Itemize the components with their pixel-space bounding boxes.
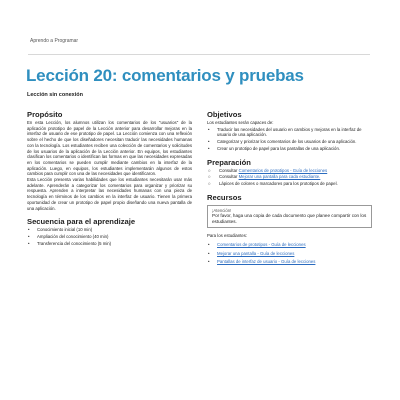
right-column [207, 110, 372, 271]
resources-label: Para los estudiantes: [207, 233, 248, 239]
attention-callout [207, 205, 372, 229]
list-item [27, 227, 192, 233]
bullet-icon: • [208, 145, 210, 151]
list-item [207, 168, 372, 174]
course-header: Aprendo a Programar [30, 38, 79, 44]
callout-body: Por favor, haga una copia de cada documento que planee compartir con los estudiantes. [212, 213, 367, 225]
resources-list [207, 242, 372, 265]
sequence-item-label: Transferencia del conocimiento (5 min) [37, 240, 112, 246]
objectives-list [207, 127, 372, 152]
list-item [207, 181, 372, 187]
bullet-icon: • [28, 240, 30, 246]
objectives-heading: Objetivos [207, 110, 242, 119]
preparation-section [207, 158, 372, 187]
objective-label: Crear un prototipo de papel para las pantallas de una aplicación. [217, 145, 341, 151]
bullet-icon: • [28, 233, 30, 239]
lesson-title: Lección 20: comentarios y pruebas [26, 66, 304, 85]
purpose-paragraph: Esta Lección presenta varias habilidades que los estudiantes necesitarán usar más adelante. Aprenderán a categorizar los comentarios para organizar y priorizar su respuesta. Aprenden a interpretar las necesidades humanas con una pieza de tecnología en términos de los cambios en la interfaz de usuario. Tienen la primera oportunidad de crear un prototipo de papel propio diseñando una nueva pantalla de una aplicación. [27, 177, 192, 211]
bullet-icon: • [208, 139, 210, 145]
list-item [27, 234, 192, 240]
objectives-section [207, 110, 372, 152]
circle-bullet-icon: ○ [208, 174, 211, 180]
bullet-icon: • [208, 250, 210, 256]
bullet-icon: • [208, 259, 210, 265]
list-item [207, 242, 372, 248]
objective-label: Traducir las necesidades del usuario en cambios y mejoras en la interfaz de usuario de una aplicación. [217, 126, 362, 138]
preparation-list [207, 168, 372, 187]
sequence-item-label: Ampliación del conocimiento (40 min) [37, 233, 109, 239]
list-item [27, 241, 192, 247]
objective-label: Categorizar y priorizar los comentarios de los usuarios de una aplicación. [217, 139, 357, 145]
resource-link[interactable]: Pantallas de interfaz de usuario - Guía de lecciones [217, 259, 316, 265]
prep-link[interactable]: Comentarios de prototipos - Guía de lecciones [238, 167, 328, 173]
circle-bullet-icon: ○ [208, 180, 211, 186]
header-divider [28, 54, 370, 55]
prep-text: Lápices de colores o marcadores para los prototipos de papel. [219, 180, 338, 186]
resource-link[interactable]: Mejorar una pantalla - Guía de lecciones [217, 250, 295, 256]
list-item [207, 251, 372, 257]
prep-prefix: Consultar [219, 174, 239, 180]
left-column [27, 110, 192, 252]
sequence-section [27, 217, 192, 246]
resource-link[interactable]: Comentarios de prototipos - Guía de lecciones [217, 242, 306, 248]
purpose-heading: Propósito [27, 110, 63, 119]
purpose-paragraph: En esta Lección, los alumnos utilizan los comentarios de los "usuarios" de la aplicación prototipo de papel de la Lección anterior para desarrollar mejoras en la interfaz de usuario de ese prototipo de papel. La Lección comienza con una reflexión sobre el hecho de que los diseñadores necesitan traducir las necesidades humanas con la tecnología. Los estudiantes reciben una colección de comentarios y solicitudes de los usuarios de la aplicación de la Lección anterior. En equipos, los estudiantes clasifican los comentarios o identifican las formas en que las necesidades expresadas en los comentarios se pueden cumplir mediante cambios en la interfaz de la aplicación. Luego, en equipos, los estudiantes implementarán algunos de estos cambios para cumplir con una de las necesidades que identificaron. [27, 120, 192, 177]
sequence-item-label: Conocimiento inicial (10 min) [37, 227, 93, 233]
list-item [207, 174, 372, 180]
callout-title: ¡Atención! [212, 207, 232, 213]
prep-link[interactable]: Mejorar una pantalla para cada estudiante. [238, 174, 321, 180]
bullet-icon: • [208, 242, 210, 248]
lesson-subtitle: Lección sin conexión [27, 92, 83, 98]
list-item [207, 139, 372, 145]
circle-bullet-icon: ○ [208, 167, 211, 173]
resources-section [207, 193, 372, 266]
sequence-heading: Secuencia para el aprendizaje [27, 217, 136, 227]
list-item [207, 127, 372, 138]
preparation-heading: Preparación [207, 157, 251, 167]
bullet-icon: • [28, 227, 30, 233]
list-item [207, 146, 372, 152]
resources-heading: Recursos [207, 192, 242, 202]
bullet-icon: • [208, 126, 210, 132]
prep-prefix: Consultar [219, 167, 239, 173]
purpose-section [27, 110, 192, 211]
list-item [207, 259, 372, 265]
sequence-list [27, 227, 192, 246]
objectives-intro: Los estudiantes serán capaces de: [207, 120, 274, 125]
